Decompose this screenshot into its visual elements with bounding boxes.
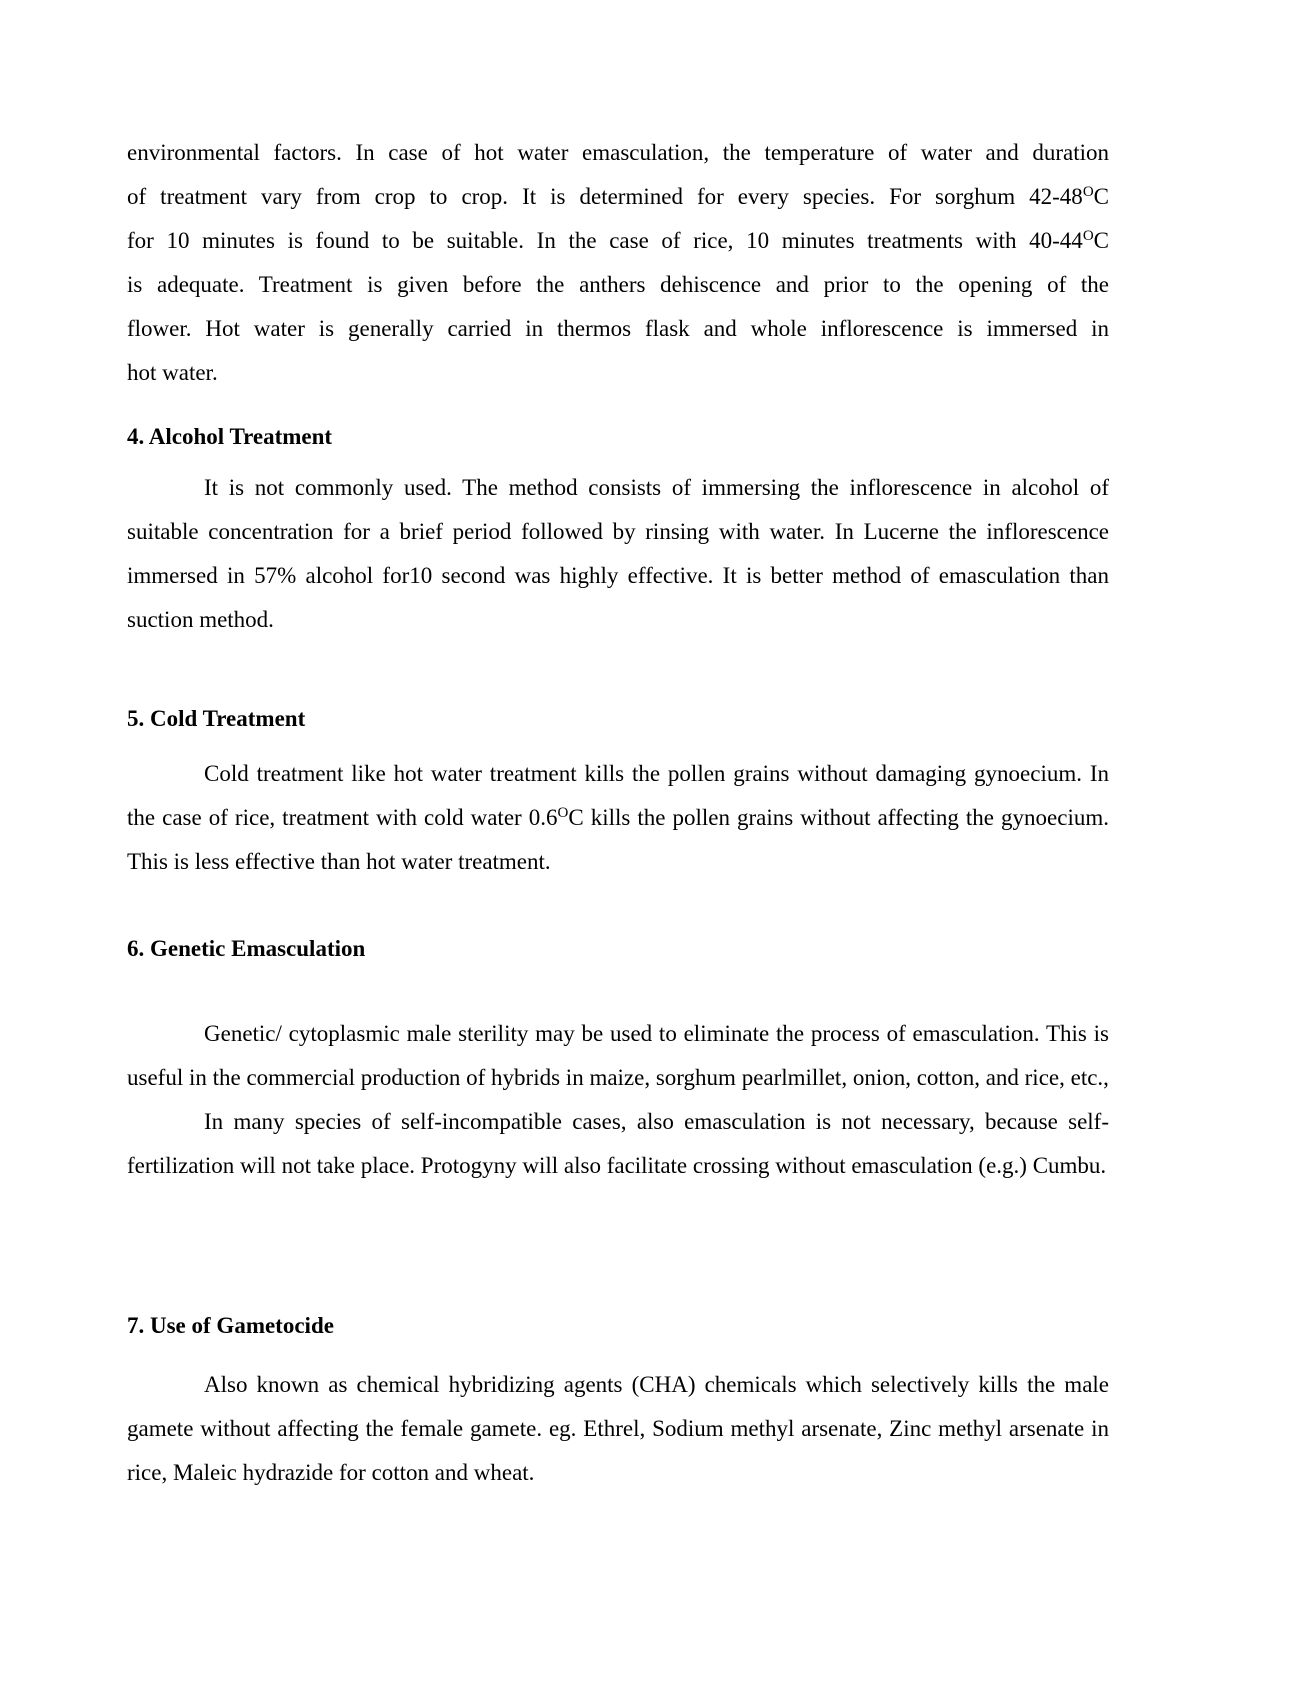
text: environmental factors. In case of hot water emasculation, the temperature of water and duration bbox=[127, 140, 1109, 165]
alcohol-treatment-paragraph bbox=[127, 466, 1109, 642]
cold-treatment-paragraph bbox=[127, 752, 1109, 884]
line bbox=[127, 307, 1109, 351]
degree-superscript: O bbox=[1082, 184, 1094, 200]
text: C bbox=[1093, 228, 1109, 253]
text: Cold treatment like hot water treatment kills the pollen grains without damaging gynoecium. In the case of rice, treatment with cold water 0.6 bbox=[127, 761, 1109, 830]
line bbox=[127, 263, 1109, 307]
paragraph-text: Also known as chemical hybridizing agents (CHA) chemicals which selectively kills the male gamete without affecting the female gamete. eg. Ethrel, Sodium methyl arsenate, Zinc methyl arsenate in rice, Maleic hydrazide for cotton and wheat. bbox=[127, 1372, 1109, 1485]
paragraph-text: Genetic/ cytoplasmic male sterility may be used to eliminate the process of emasculation. This is useful in the commercial production of hybrids in maize, sorghum pearlmillet, onion, cotton, and rice, etc., bbox=[127, 1021, 1109, 1090]
section-heading-cold-treatment: 5. Cold Treatment bbox=[127, 706, 306, 731]
text: flower. Hot water is generally carried in thermos flask and whole inflorescence is immersed in bbox=[127, 316, 1109, 341]
hot-water-paragraph bbox=[127, 131, 1109, 395]
gametocide-paragraph bbox=[127, 1363, 1109, 1495]
line bbox=[127, 131, 1109, 175]
line bbox=[127, 175, 1109, 219]
text: for 10 minutes is found to be suitable. In the case of rice, 10 minutes treatments with 40-44 bbox=[127, 228, 1083, 253]
text: C kills the pollen grains without affecting the gynoecium. This is less effective than hot water treatment. bbox=[127, 805, 1109, 874]
section-heading-use-of-gametocide: 7. Use of Gametocide bbox=[127, 1313, 334, 1338]
text: is adequate. Treatment is given before the anthers dehiscence and prior to the opening of the bbox=[127, 272, 1109, 297]
text: hot water. bbox=[127, 360, 218, 385]
section-heading-alcohol-treatment: 4. Alcohol Treatment bbox=[127, 424, 333, 449]
paragraph-text: In many species of self-incompatible cases, also emasculation is not necessary, because self-fertilization will not take place. Protogyny will also facilitate crossing without emasculation (e.g.) Cumbu. bbox=[127, 1109, 1109, 1178]
degree-superscript: O bbox=[1082, 228, 1094, 244]
line bbox=[127, 219, 1109, 263]
paragraph-text: It is not commonly used. The method consists of immersing the inflorescence in alcohol of suitable concentration for a brief period followed by rinsing with water. In Lucerne the inflorescence immersed in 57% alcohol for10 second was highly effective. It is better method of emasculation than suction method. bbox=[127, 475, 1109, 632]
text: C bbox=[1093, 184, 1109, 209]
text: of treatment vary from crop to crop. It is determined for every species. For sorghum 42-48 bbox=[127, 184, 1083, 209]
paragraph-text bbox=[127, 752, 1109, 884]
section-heading-genetic-emasculation: 6. Genetic Emasculation bbox=[127, 936, 366, 961]
line bbox=[127, 351, 1109, 395]
degree-superscript: O bbox=[557, 805, 569, 821]
genetic-emasculation-paragraph bbox=[127, 1012, 1109, 1188]
